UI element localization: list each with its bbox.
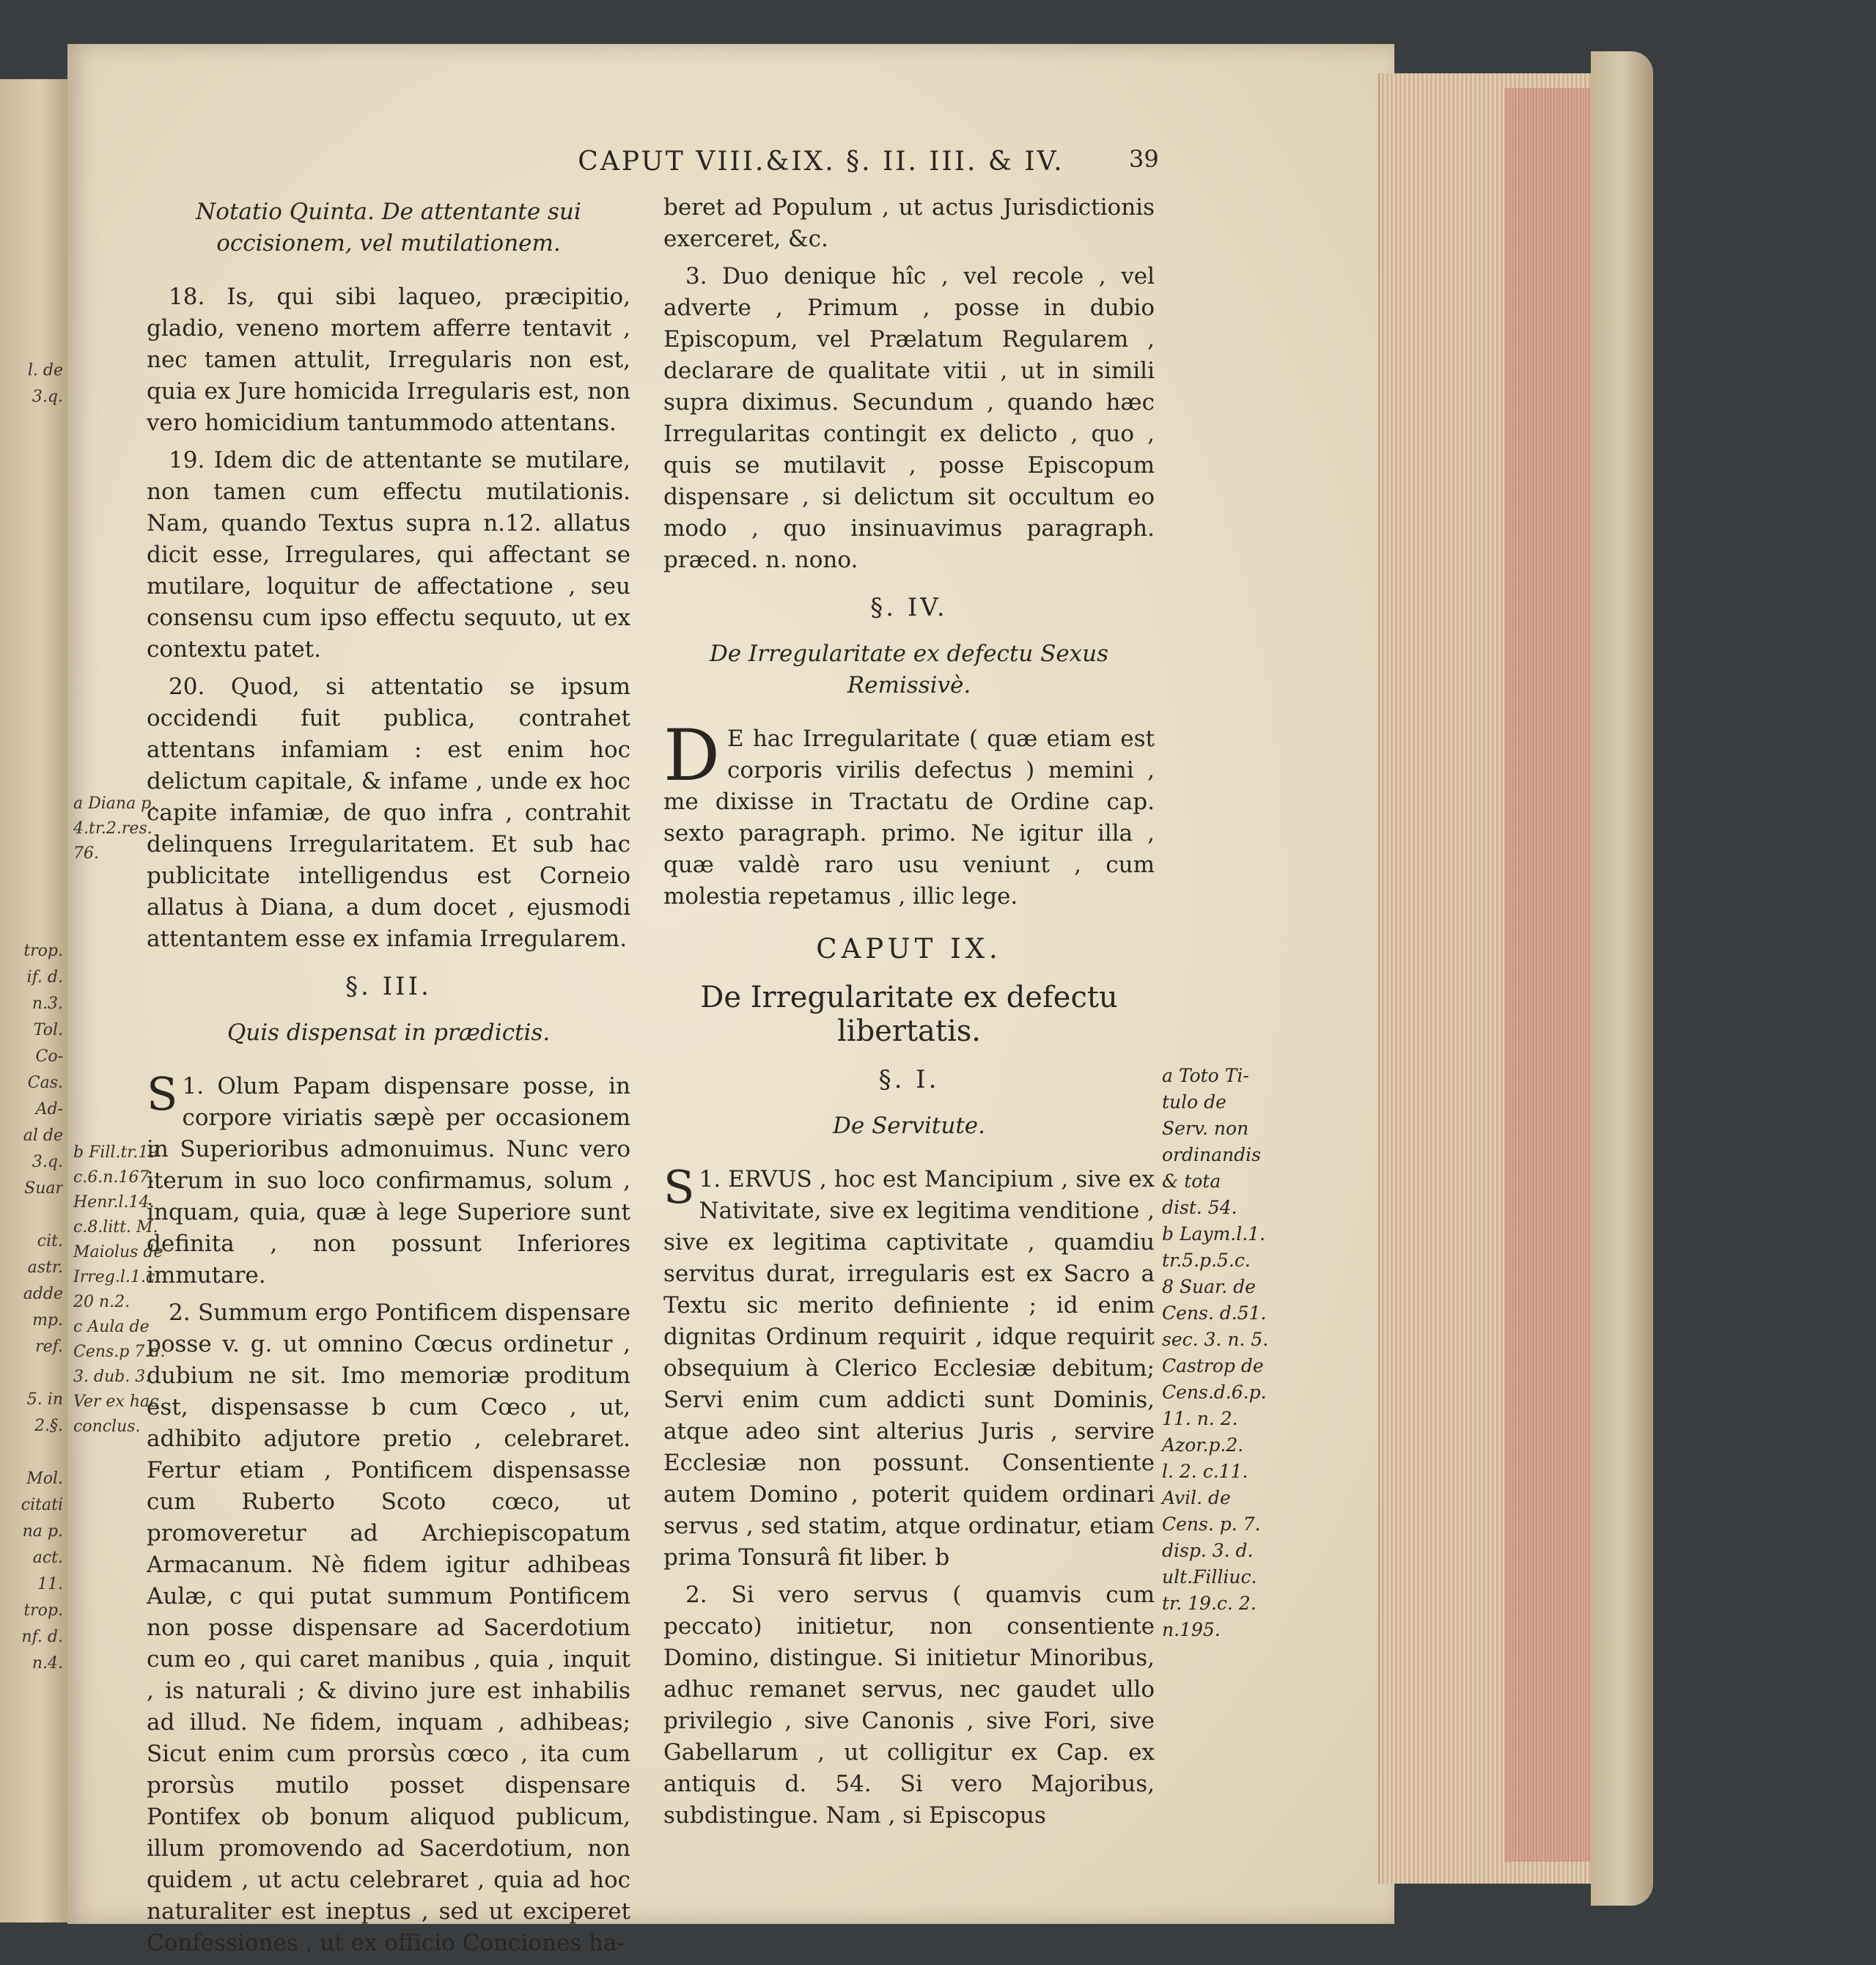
paragraph-number: 1.: [699, 1166, 721, 1192]
chapter-section-title: De Servitute.: [833, 1113, 985, 1139]
right-column: [663, 192, 1155, 1837]
section-3-paragraph-2: 2. Summum ergo Pontificem dispensare posse v. g. ut omnino Cœcus ordinetur , dubium ne sit. Imo memoriæ proditum est, dispensasse b cum Cœco , ut, adhibito adjutore pretio , celebraret. Fertur etiam , Pontificem dispensasse cum Ruberto Scoto cœco, ut promoveretur ad Archiepiscopatum Armacanum. Nè fidem igitur adhibeas Aulæ, c qui putat summum Pontificem non posse dispensare ad Sacerdotium cum eo , qui caret manibus , quia , inquit , is naturali ; & divino jure est inhabilis ad illud. Ne fidem, inquam , adhibeas; Sicut enim cum prorsùs cœco , ita cum prorsùs mutilo posset dispensare Pontifex ob bonum aliquod publicum, illum promovendo ad Sacerdotium, non quidem , ut actu celebraret , quia ad hoc naturaliter est ineptus , sed ut exciperet Confessiones , ut ex officio Conciones ha-: [147, 1299, 630, 1956]
section-3-label: §. III.: [345, 972, 432, 1001]
paragraph-19: 19. Idem dic de attentante se mutilare, non tamen cum effectu mutilationis. Nam, quando Textus supra n.12. allatus dicit esse, Irregulares, qui affectant se mutilare, loquitur de affectatione , seu consensu cum ipso effectu sequuto, ut ex contextu patet.: [147, 447, 630, 663]
section-4-paragraph: D E hac Irregularitate ( quæ etiam est corporis virilis defectus ) memini , me dixisse in Tractatu de Ordine cap. sexto paragraph. primo. Ne igitur illa , quæ valdè raro usu veniunt , cum molestia repetamus , illic lege.: [663, 715, 1155, 910]
right-side-notes: a Toto Ti- tulo de Serv. non ordinandis & tota dist. 54. b Laym.l.1. tr.5.p.5.c. 8 Suar. de Cens. d.51. sec. 3. n. 5. Castrop de Cens.d.6.p. 11. n. 2. Azor.p.2. l. 2. c.11. Avil. de Cens. p. 7. disp. 3. d. ult.Filliuc. tr. 19.c. 2. n.195.: [1162, 1065, 1269, 1640]
initial-letter: S: [147, 1067, 178, 1121]
left-side-notes: a Diana p. 4.tr.2.res. 76. b Fill.tr.19 c.6.n.167. Henr.l.14. c.8.litt. M. Maiolus de Irreg.l.1.c. 20 n.2. c Aula de Cens.p 7.d. 3. dub. 3. Ver ex hac conclus.: [73, 795, 166, 1436]
initial-letter: S: [663, 1160, 695, 1214]
chapter-section-label: §. I.: [878, 1065, 940, 1094]
book-cover: [1591, 51, 1653, 1906]
paragraph-continuation: beret ad Populum , ut actus Jurisdictionis exerceret, &c.: [663, 194, 1155, 252]
facing-page-margin-notes: l. de 3.q. trop. if. d. n.3. Tol. Co- Cas. Ad- al de 3.q. Suar cit. astr. adde mp. ref. 5. in 2.§. Mol. citati na p. act. 11. trop. nf. d. n.4.: [21, 361, 63, 1673]
section-3-paragraph-1: 1. S Olum Papam dispensare posse, in corpore viriatis sæpè per occasionem in Superioribus admonuimus. Nunc vero iterum in suo loco confirmamus, solum , inquam, quia, quæ à lege Superiore sunt definita , non possunt Inferiores immutare.: [147, 1067, 630, 1289]
section-3-title: Quis dispensat in prædictis.: [227, 1020, 551, 1046]
servitute-paragraph-1: 1. S ERVUS , hoc est Mancipium , sive ex Nativitate, sive ex legitima venditione , sive ex legitima captivitate , quamdiu servitus durat, irregularis est ex Sacro a Textu sic merito definiente ; id enim dignitas Ordinum requirit , idque requirit obsequium à Clerico Ecclesiæ debitum; Servi enim cum addicti sunt Dominis, atque adeo sint alterius Juris , servire Ecclesiæ non possunt. Consentiente autem Domino , poterit quidem ordinari servus , sed statim, atque ordinatur, etiam prima Tonsurâ fit liber. b: [663, 1160, 1155, 1571]
paragraph-18: 18. Is, qui sibi laqueo, præcipitio, gladio, veneno mortem afferre tentavit , nec tamen attulit, Irregularis non est, quia ex Jure homicida Irregularis est, non vero homicidium tantummodo attentans.: [147, 284, 630, 436]
chapter-title: De Irregularitate ex defectu libertatis.: [700, 981, 1118, 1048]
page-number: 39: [1129, 145, 1159, 173]
paragraph-20: 20. Quod, si attentatio se ipsum occidendi fuit publica, contrahet attentans infamiam : est enim hoc delictum capitale, & infame , unde ex hoc capite infamiæ, de quo infra , contrahit delinquens Irregularitatem. Et sub hac publicitate intelligendus est Corneio allatus à Diana, a dum docet , ejusmodi attentantem esse ex infamia Irregularem.: [147, 674, 630, 952]
notatio-heading: Notatio Quinta. De attentante sui occisionem, vel mutilationem.: [196, 199, 581, 257]
facing-page-edge: [0, 79, 69, 1922]
section-4-label: §. IV.: [870, 593, 948, 622]
section-4-title: De Irregularitate ex defectu Sexus Remissivè.: [709, 641, 1109, 698]
drop-cap: D: [663, 715, 720, 797]
chapter-label: CAPUT IX.: [816, 933, 1002, 965]
left-column: [147, 192, 630, 1965]
servitute-paragraph-2: 2. Si vero servus ( quamvis cum peccato) initietur, non consentiente Domino, distingue. Si initietur Minoribus, adhuc remanet servus, nec gaudet ullo privilegio , sive Canonis , sive Fori, sive Gabellarum , ut colligitur ex Cap. ex antiquis d. 54. Si vero Majoribus, subdistingue. Nam , si Episcopus: [663, 1582, 1155, 1829]
paragraph-number: 1.: [182, 1073, 205, 1099]
paragraph-3: 3. Duo denique hîc , vel recole , vel adverte , Primum , posse in dubio Episcopum, vel Prælatum Regularem , declarare de qualitate vitii , ut in simili supra diximus. Secundum , quando hæc Irregularitas contingit ex delicto , quo , quis se mutilavit , posse Episcopum dispensare , si delictum sit occultum eo modo , quo insinuavimus paragraph. præced. n. nono.: [663, 263, 1155, 573]
red-edge: [1504, 88, 1592, 1862]
page-block-edge: [1378, 73, 1592, 1884]
running-header: CAPUT VIII.&IX. §. II. III. & IV.: [578, 147, 1064, 177]
